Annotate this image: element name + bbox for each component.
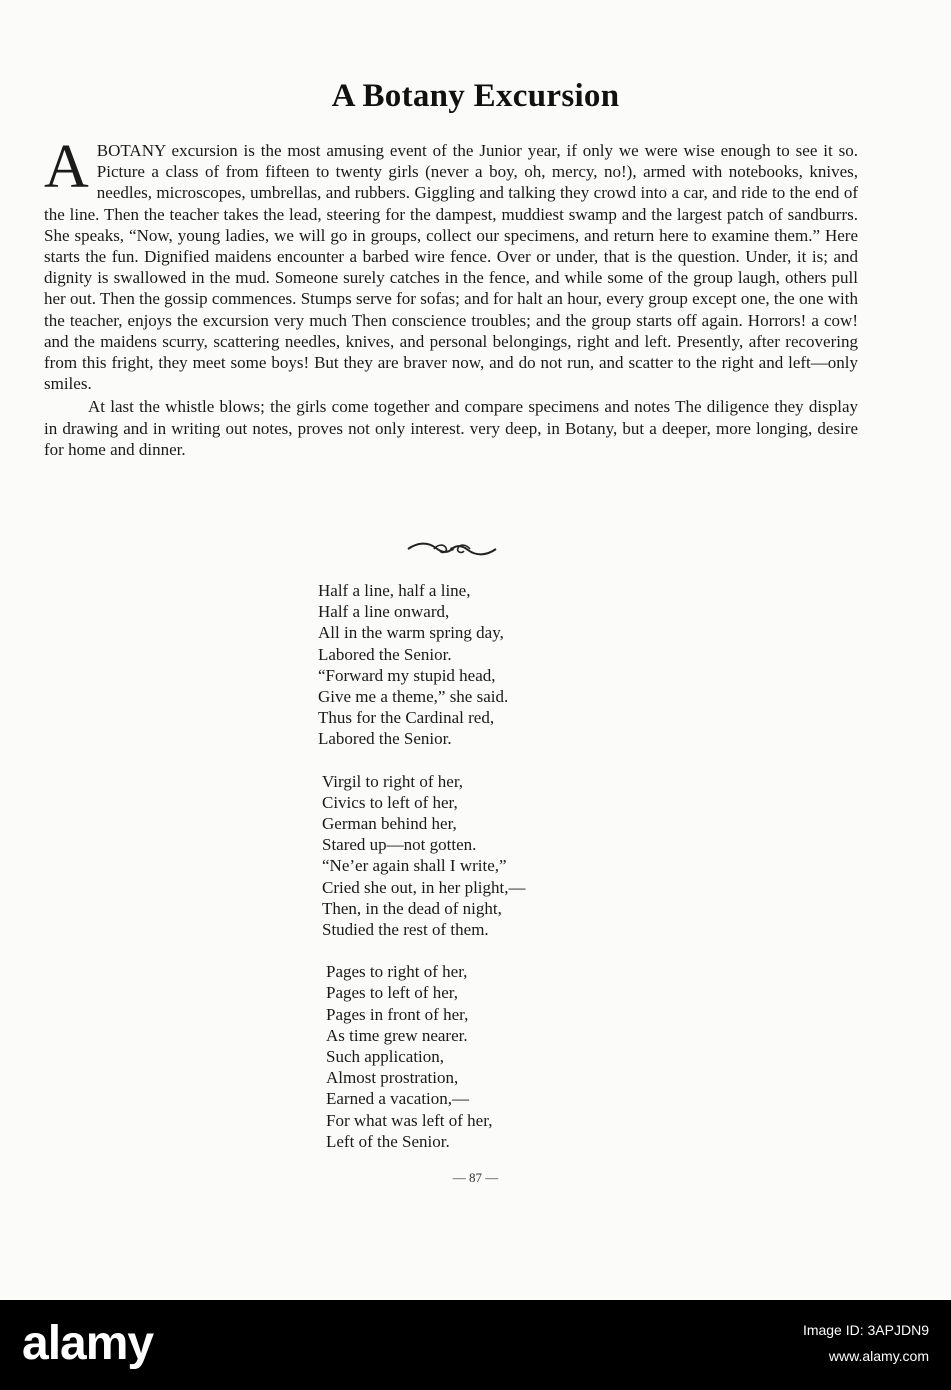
paragraph-1-text: BOTANY excursion is the most amusing event of the Junior year, if only we were wise enough to see it so. Picture a class of from fifteen to twenty girls (never a boy, oh, mercy, no!), armed with notebooks, knives, needles, microscopes, umbrellas, and rubbers. Giggling and talking they crowd into a car, and ride to the end of the line. Then the teacher takes the lead, steering for the dampest, muddiest swamp and the largest patch of sandburrs. She speaks, “Now, young ladies, we will go in groups, collect our specimens, and return here to examine them.” Here starts the fun. Dignified maidens encounter a barbed wire fence. Over or under, that is the question. Under, it is; and dignity is swallowed in the mud. Someone surely catches in the fence, and while some of the group laugh, others pull her out. Then the gossip commences. Stumps serve for sofas; and for halt an hour, every group except one, the one with the teacher, enjoys the excursion very much Then conscience troubles; and the group starts off again. Horrors! a cow! and the maidens scurry, scattering needles, knives, and personal belongings, right and left. Presently, after recovering from this fright, they meet some boys! But they are braver now, and do not run, and scatter to the right and left—only smiles.: [44, 141, 858, 394]
poem-stanza-3: [318, 961, 738, 1152]
poem-line: Studied the rest of them.: [322, 920, 489, 940]
article-body: [44, 133, 858, 460]
drop-cap: A: [44, 133, 89, 201]
watermark-footer: [0, 1300, 951, 1390]
ornament-divider-icon: [404, 540, 500, 558]
poem-stanza-1: [318, 580, 738, 750]
paragraph-1: [44, 133, 858, 394]
poem-line: Half a line, half a line,: [318, 581, 471, 600]
poem-line: Pages to right of her,: [326, 962, 468, 982]
poem-line: Stared up—not gotten.: [322, 835, 477, 855]
poem-stanza-2: [318, 771, 738, 941]
page-number: — 87 —: [452, 1170, 499, 1185]
poem-line: “Ne’er again shall I write,”: [322, 856, 507, 876]
poem-line: Almost prostration,: [326, 1068, 459, 1088]
poem-line: Virgil to right of her,: [322, 771, 464, 791]
poem-line: Civics to left of her,: [322, 792, 458, 812]
poem-line: Thus for the Cardinal red,: [318, 708, 495, 728]
poem-line: Half a line onward,: [318, 602, 450, 622]
poem-line: Cried she out, in her plight,—: [322, 877, 526, 897]
page-title: A Botany Excursion: [331, 78, 620, 114]
paragraph-2: At last the whistle blows; the girls come together and compare specimens and notes The diligence they display in drawing and in writing out notes, proves not only interest. very deep, in Botany, but a deeper, more longing, desire for home and dinner.: [44, 397, 858, 459]
poem-line: Labored the Senior.: [318, 729, 452, 749]
poem-line: Then, in the dead of night,: [322, 898, 502, 918]
poem-line: Labored the Senior.: [318, 644, 452, 664]
site-url: www.alamy.com: [828, 1348, 929, 1364]
poem-line: Left of the Senior.: [326, 1131, 450, 1151]
alamy-logo: alamy: [22, 1317, 154, 1370]
poem-line: All in the warm spring day,: [318, 623, 504, 643]
poem-line: For what was left of her,: [326, 1110, 493, 1130]
poem-line: Give me a theme,” she said.: [318, 687, 509, 707]
poem-line: German behind her,: [322, 814, 457, 834]
poem-line: Such application,: [326, 1047, 445, 1067]
poem: [318, 580, 738, 1173]
poem-line: Earned a vacation,—: [326, 1089, 470, 1109]
image-id: Image ID: 3APJDN9: [802, 1322, 929, 1338]
poem-line: As time grew nearer.: [326, 1025, 468, 1045]
poem-line: “Forward my stupid head,: [318, 665, 496, 685]
poem-line: Pages to left of her,: [326, 983, 458, 1003]
poem-line: Pages in front of her,: [326, 1004, 469, 1024]
